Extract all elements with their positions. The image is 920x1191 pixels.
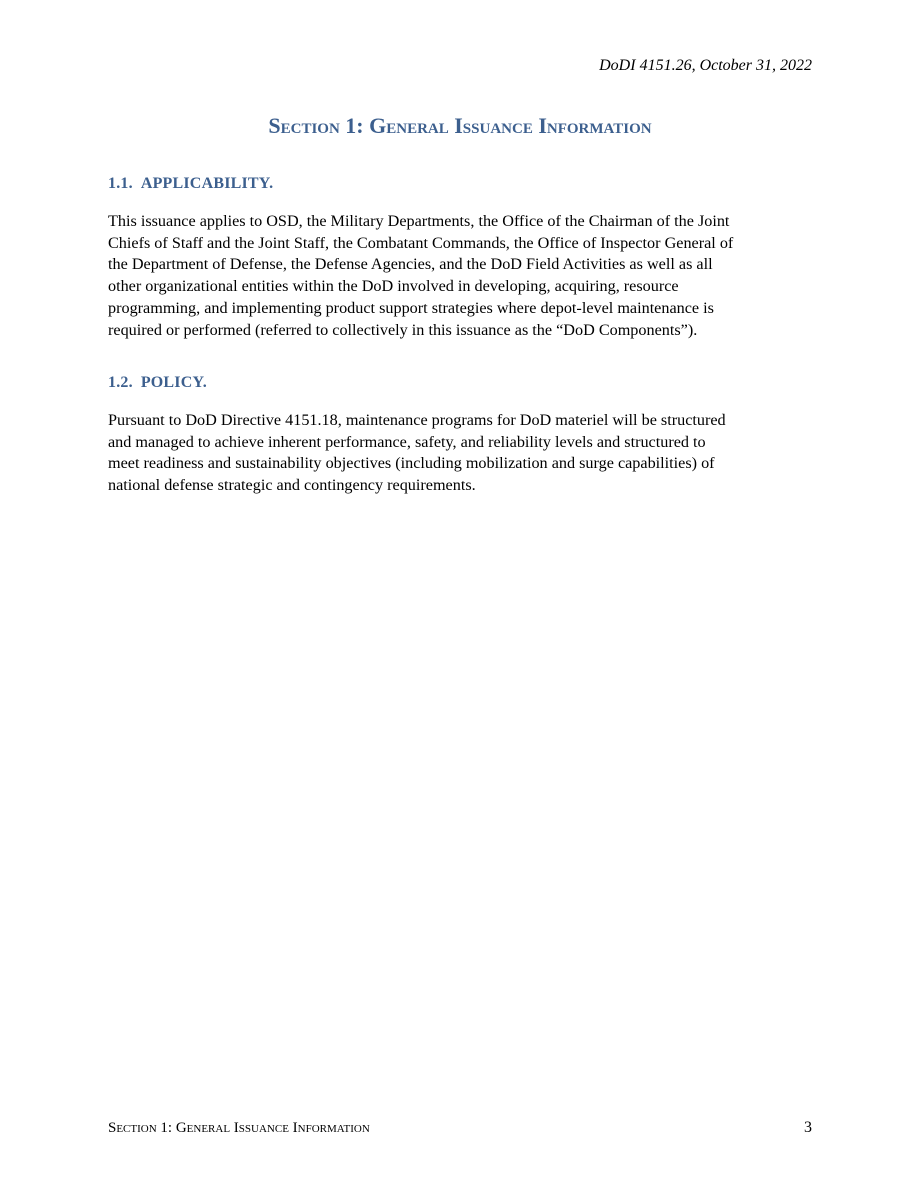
- paragraph-line: other organizational entities within the DoD involved in developing, acquiring, resource: [108, 277, 679, 296]
- heading-number: 1.2.: [108, 374, 133, 391]
- paragraph-line: national defense strategic and contingency requirements.: [108, 476, 476, 495]
- footer-page-number: 3: [804, 1119, 812, 1136]
- heading-policy: [108, 373, 207, 393]
- paragraph-applicability: [108, 211, 820, 341]
- heading-text: APPLICABILITY.: [140, 175, 274, 192]
- section-title: Section 1: General Issuance Information: [268, 113, 652, 138]
- paragraph-line: Pursuant to DoD Directive 4151.18, maintenance programs for DoD materiel will be structured: [108, 411, 726, 429]
- paragraph-line: Chiefs of Staff and the Joint Staff, the Combatant Commands, the Office of Inspector General of: [108, 233, 734, 252]
- footer-section-label: Section 1: General Issuance Information: [108, 1120, 370, 1136]
- paragraph-policy: [108, 410, 820, 497]
- paragraph-line: the Department of Defense, the Defense Agencies, and the DoD Field Activities as well as all: [108, 255, 713, 274]
- paragraph-line: This issuance applies to OSD, the Military Departments, the Office of the Chairman of the Joint: [108, 212, 730, 230]
- running-header: DoDI 4151.26, October 31, 2022: [599, 57, 812, 74]
- paragraph-line: programming, and implementing product support strategies where depot-level maintenance is: [108, 298, 714, 317]
- heading-applicability: [108, 174, 273, 194]
- paragraph-line: and managed to achieve inherent performance, safety, and reliability levels and structured to: [108, 432, 706, 451]
- paragraph-line: required or performed (referred to collectively in this issuance as the “DoD Components”).: [108, 320, 698, 339]
- paragraph-line: meet readiness and sustainability objectives (including mobilization and surge capabilities) of: [108, 454, 715, 473]
- heading-text: POLICY.: [140, 374, 207, 391]
- heading-number: 1.1.: [108, 175, 133, 192]
